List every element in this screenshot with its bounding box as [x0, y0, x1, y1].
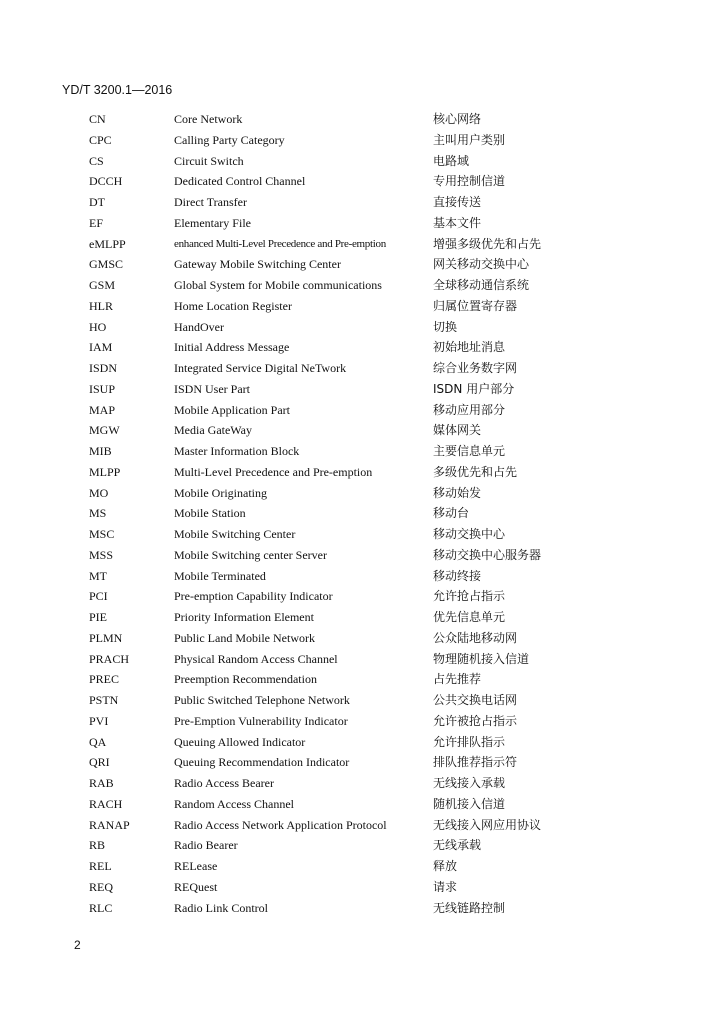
full-term: Random Access Channel — [174, 796, 294, 811]
chinese-term: 排队推荐指示符 — [433, 755, 518, 770]
abbreviation-row — [0, 607, 724, 628]
full-term: Core Network — [174, 112, 243, 126]
abbreviation: DT — [89, 195, 105, 209]
full-term: Mobile Application Part — [174, 402, 290, 417]
abbreviation-row — [0, 462, 724, 483]
abbreviation: MAP — [89, 402, 116, 417]
chinese-term: 多级优先和占先 — [433, 464, 518, 479]
abbreviation: MSS — [89, 547, 114, 562]
chinese-term: 请求 — [433, 879, 458, 894]
chinese-term: 专用控制信道 — [433, 174, 506, 189]
full-term: ISDN User Part — [174, 381, 250, 396]
abbreviation: CS — [89, 153, 104, 168]
full-term: Circuit Switch — [174, 153, 244, 168]
chinese-term: 占先推荐 — [433, 672, 482, 687]
abbreviation: PVI — [89, 713, 109, 728]
abbreviation-row — [0, 711, 724, 732]
full-term: Radio Bearer — [174, 838, 238, 853]
abbreviation-row — [0, 379, 724, 400]
chinese-term: 公众陆地移动网 — [433, 630, 518, 645]
full-term: Direct Transfer — [174, 195, 247, 209]
abbreviation-row — [0, 130, 724, 151]
abbreviation-row — [0, 773, 724, 794]
abbreviation-row — [0, 213, 724, 234]
abbreviation: RLC — [89, 900, 113, 915]
abbreviation: DCCH — [89, 174, 123, 189]
abbreviation-row — [0, 317, 724, 338]
full-term: Home Location Register — [174, 298, 292, 313]
abbreviation: eMLPP — [89, 236, 126, 251]
abbreviation-row — [0, 420, 724, 441]
full-term: REQuest — [174, 879, 218, 894]
abbreviation-row — [0, 337, 724, 358]
abbreviation: REL — [89, 859, 112, 873]
chinese-term: 主叫用户类别 — [433, 132, 506, 147]
abbreviation-row — [0, 234, 724, 255]
chinese-term: 基本文件 — [433, 215, 482, 230]
chinese-term: 切换 — [433, 319, 458, 334]
full-term: Multi-Level Precedence and Pre-emption — [174, 464, 373, 479]
abbreviation: QA — [89, 734, 107, 749]
abbreviation-row — [0, 566, 724, 587]
chinese-term: 随机接入信道 — [433, 796, 506, 811]
abbreviation: MT — [89, 568, 107, 583]
abbreviation: EF — [89, 215, 104, 230]
abbreviation: ISDN — [89, 361, 118, 375]
abbreviation: PSTN — [89, 693, 119, 707]
abbreviation-row — [0, 503, 724, 524]
chinese-term: 核心网络 — [433, 112, 482, 126]
full-term: Preemption Recommendation — [174, 672, 317, 687]
abbreviation: GSM — [89, 278, 116, 292]
abbreviation-row — [0, 794, 724, 815]
abbreviation-row — [0, 400, 724, 421]
full-term: Initial Address Message — [174, 340, 290, 355]
abbreviation-row — [0, 649, 724, 670]
chinese-term: 归属位置寄存器 — [433, 298, 518, 313]
abbreviation: RAB — [89, 776, 114, 790]
abbreviation: IAM — [89, 340, 113, 355]
page-number: 2 — [74, 938, 81, 952]
full-term: Mobile Switching Center — [174, 527, 296, 541]
chinese-term: 移动终接 — [433, 568, 482, 583]
abbreviation-row — [0, 545, 724, 566]
full-term: Radio Access Network Application Protocol — [174, 817, 387, 832]
abbreviation: QRI — [89, 755, 110, 770]
full-term: Media GateWay — [174, 423, 252, 438]
chinese-term: 全球移动通信系统 — [433, 278, 530, 292]
abbreviation: MGW — [89, 423, 120, 438]
abbreviation: RACH — [89, 796, 123, 811]
abbreviation-row — [0, 296, 724, 317]
full-term: enhanced Multi-Level Precedence and Pre-emption — [174, 237, 386, 250]
full-term: Mobile Switching center Server — [174, 547, 327, 562]
full-term: Mobile Terminated — [174, 568, 266, 583]
abbreviation-row — [0, 898, 724, 919]
chinese-term: 移动台 — [433, 506, 470, 521]
full-term: Integrated Service Digital NeTwork — [174, 361, 347, 375]
abbreviation-row — [0, 275, 724, 296]
full-term: HandOver — [174, 319, 224, 334]
chinese-term: 无线链路控制 — [433, 900, 506, 915]
chinese-term: 移动始发 — [433, 485, 482, 500]
abbreviation: REQ — [89, 879, 113, 894]
full-term: Physical Random Access Channel — [174, 651, 338, 666]
full-term: Radio Link Control — [174, 900, 268, 915]
abbreviation-row — [0, 856, 724, 877]
abbreviation: RANAP — [89, 817, 130, 832]
abbreviation-row — [0, 815, 724, 836]
chinese-term: 无线承载 — [433, 838, 482, 853]
chinese-term: 初始地址消息 — [433, 340, 506, 355]
abbreviation: PRACH — [89, 651, 130, 666]
abbreviation-row — [0, 586, 724, 607]
abbreviation-row — [0, 628, 724, 649]
abbreviation: PCI — [89, 589, 108, 604]
abbreviation-row — [0, 192, 724, 213]
chinese-term: 直接传送 — [433, 195, 482, 209]
chinese-term: 允许排队指示 — [433, 734, 506, 749]
full-term: Mobile Station — [174, 506, 246, 521]
chinese-term: 无线接入承载 — [433, 776, 506, 790]
abbreviation-row — [0, 752, 724, 773]
chinese-term: 电路域 — [433, 153, 470, 168]
abbreviation: CPC — [89, 132, 112, 147]
abbreviation-row — [0, 524, 724, 545]
abbreviation-list — [0, 109, 724, 918]
abbreviation: MS — [89, 506, 107, 521]
chinese-term: 释放 — [433, 859, 458, 873]
chinese-term: 网关移动交换中心 — [433, 257, 530, 272]
abbreviation: MO — [89, 485, 109, 500]
chinese-term: 公共交换电话网 — [433, 693, 518, 707]
chinese-term: 移动交换中心 — [433, 527, 506, 541]
chinese-term: 物理随机接入信道 — [433, 651, 530, 666]
abbreviation-row — [0, 483, 724, 504]
full-term: Global System for Mobile communications — [174, 278, 382, 292]
full-term: Master Information Block — [174, 444, 300, 458]
chinese-term: 移动应用部分 — [433, 402, 506, 417]
abbreviation-row — [0, 441, 724, 462]
full-term: Priority Information Element — [174, 610, 314, 624]
full-term: Calling Party Category — [174, 132, 285, 147]
chinese-term: 优先信息单元 — [433, 610, 506, 624]
full-term: Elementary File — [174, 215, 251, 230]
abbreviation: MLPP — [89, 464, 121, 479]
abbreviation-row — [0, 732, 724, 753]
full-term: Gateway Mobile Switching Center — [174, 257, 341, 272]
abbreviation: PIE — [89, 610, 107, 624]
chinese-term: ISDN 用户部分 — [433, 381, 515, 396]
chinese-term: 综合业务数字网 — [433, 361, 518, 375]
abbreviation-row — [0, 109, 724, 130]
abbreviation-row — [0, 358, 724, 379]
chinese-term: 移动交换中心服务器 — [433, 547, 542, 562]
chinese-term: 允许抢占指示 — [433, 589, 506, 604]
full-term: Queuing Recommendation Indicator — [174, 755, 350, 770]
full-term: Pre-Emption Vulnerability Indicator — [174, 713, 348, 728]
full-term: Public Land Mobile Network — [174, 630, 315, 645]
abbreviation: HLR — [89, 298, 113, 313]
abbreviation: PLMN — [89, 630, 123, 645]
full-term: Dedicated Control Channel — [174, 174, 306, 189]
full-term: Pre-emption Capability Indicator — [174, 589, 333, 604]
full-term: Queuing Allowed Indicator — [174, 734, 306, 749]
abbreviation: MIB — [89, 444, 112, 458]
full-term: Public Switched Telephone Network — [174, 693, 350, 707]
chinese-term: 媒体网关 — [433, 423, 482, 438]
abbreviation: MSC — [89, 527, 115, 541]
abbreviation-row — [0, 171, 724, 192]
abbreviation: CN — [89, 112, 106, 126]
abbreviation-row — [0, 690, 724, 711]
abbreviation-row — [0, 151, 724, 172]
abbreviation: RB — [89, 838, 106, 853]
abbreviation: GMSC — [89, 257, 124, 272]
abbreviation-row — [0, 877, 724, 898]
chinese-term: 主要信息单元 — [433, 444, 506, 458]
abbreviation-row — [0, 669, 724, 690]
chinese-term: 允许被抢占指示 — [433, 713, 518, 728]
full-term: RELease — [174, 859, 218, 873]
full-term: Mobile Originating — [174, 485, 267, 500]
abbreviation: HO — [89, 319, 107, 334]
abbreviation: PREC — [89, 672, 120, 687]
document-header: YD/T 3200.1—2016 — [62, 83, 173, 97]
abbreviation: ISUP — [89, 381, 116, 396]
chinese-term: 无线接入网应用协议 — [433, 817, 542, 832]
chinese-term: 增强多级优先和占先 — [433, 236, 542, 251]
abbreviation-row — [0, 254, 724, 275]
full-term: Radio Access Bearer — [174, 776, 274, 790]
abbreviation-row — [0, 835, 724, 856]
